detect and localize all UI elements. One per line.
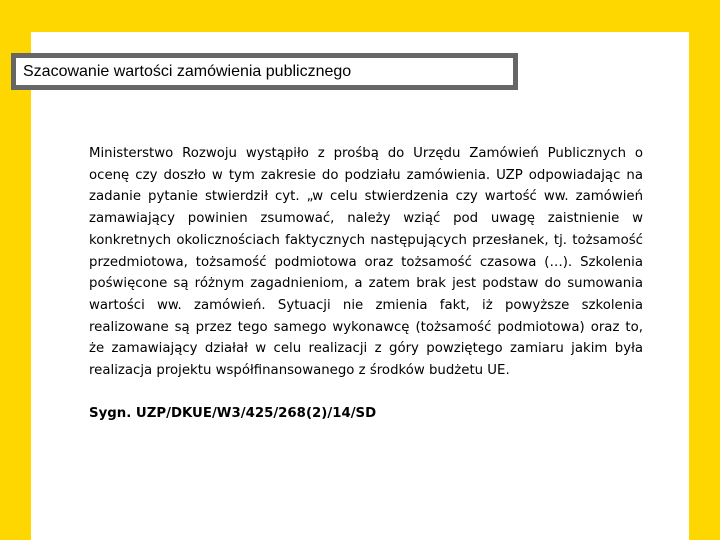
body-paragraph: Ministerstwo Rozwoju wystąpiło z prośbą do Urzędu Zamówień Publicznych o ocenę czy doszło w tym zakresie do podziału zamówienia. UZP odpowiadając na zadanie pytanie stwierdził cyt. „w celu stwierdzenia czy wartość ww. zamówień zamawiający powinien zsumować, należy wziąć pod uwagę zaistnienie w konkretnych okolicznościach faktycznych następujących przesłanek, tj. tożsamość przedmiotowa, tożsamość podmiotowa oraz tożsamość czasowa (…). Szkolenia poświęcone są różnym zagadnieniom, a zatem brak jest podstaw do sumowania wartości ww. zamówień. Sytuacji nie zmienia fakt, iż powyższe szkolenia realizowane są przez tego samego wykonawcę (tożsamość podmiotowa) oraz to, że zamawiający działał w celu realizacji z góry powziętego zamiaru jakim była realizacja projektu współfinansowanego z środków budżetu UE. [89, 146, 643, 379]
slide-title: Szacowanie wartości zamówienia publicznego [23, 63, 352, 80]
case-reference: Sygn. UZP/DKUE/W3/425/268(2)/14/SD [89, 406, 377, 421]
title-box [11, 53, 518, 90]
